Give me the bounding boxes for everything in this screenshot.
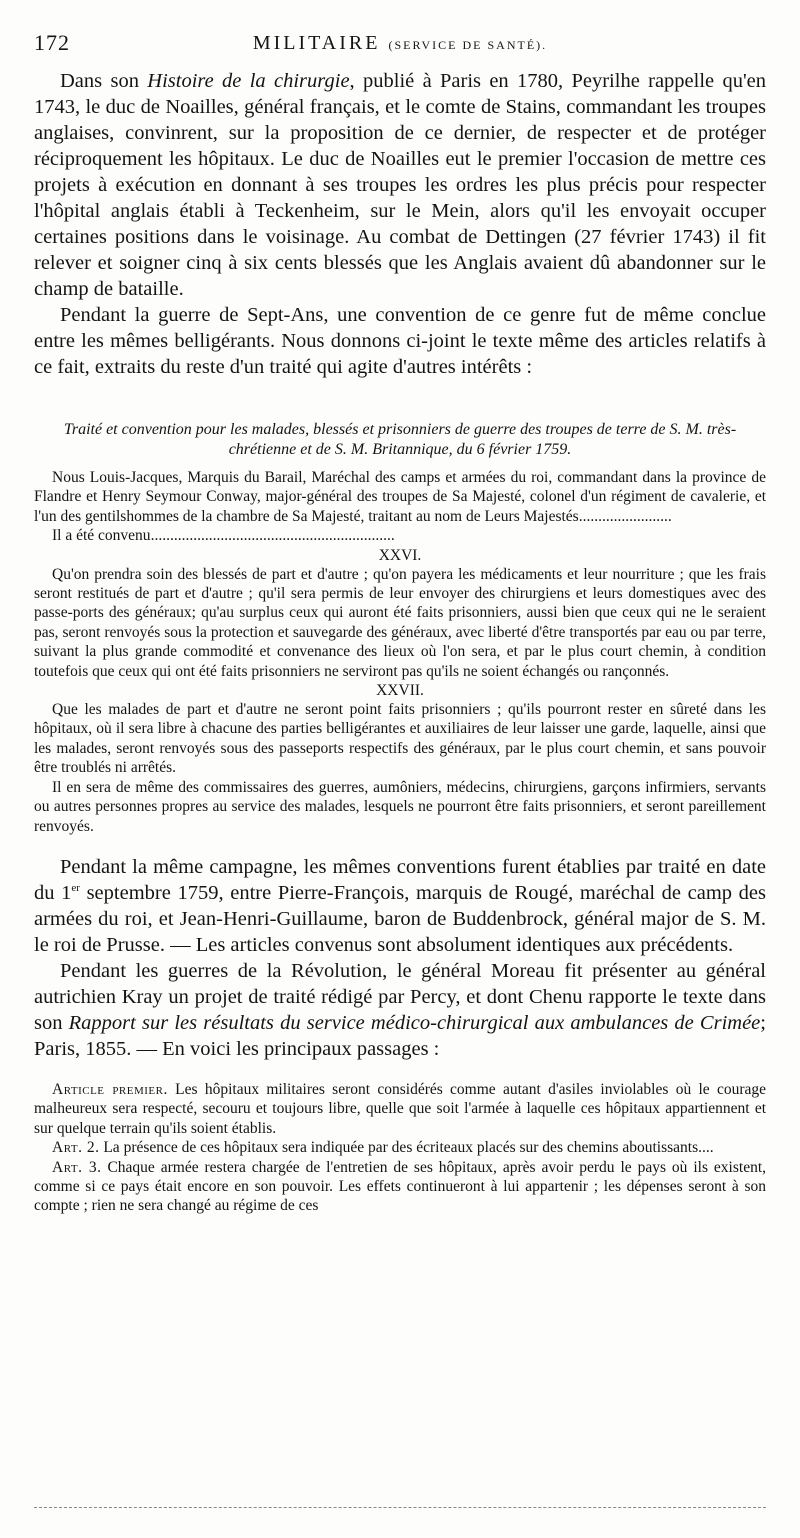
paragraph-peyrilhe <box>34 68 766 302</box>
leader-dots: ........................ <box>578 507 672 525</box>
article-label: Art. 2. <box>52 1139 100 1157</box>
running-title-main: MILITAIRE <box>252 32 381 54</box>
running-title-sub: (SERVICE DE SANTÉ). <box>388 38 548 52</box>
para1-text-b: , publié à Paris en 1780, Peyrilhe rappelle qu'en 1743, le duc de Noailles, général français, et le comte de Stains, commandant les troupes anglaises, convinrent, sur la proposition de ce dernier, de respecter et de protéger réciproquement les hôpitaux. Le duc de Noailles eut le premier l'occasion de mettre ces projets à exécution en donnant à ses troupes les ordres les plus précis pour respecter l'hôpital anglais établi à Teckenheim, sur le Mein, alors qu'il les envoyait occuper certaines positions dans le voisinage. Au combat de Dettingen (27 février 1743) il fit relever et soigner cinq à six cents blessés que les Anglais avaient dû abandonner sur le champ de bataille. <box>34 70 767 300</box>
running-header <box>34 30 766 56</box>
article-number-26: XXVI. <box>378 546 422 564</box>
paragraph-sept-ans: Pendant la guerre de Sept-Ans, une convention de ce genre fut de même conclue entre les mêmes belligérants. Nous donnons ci-joint le texte même des articles relatifs à ce fait, extraits du reste d'un traité qui agite d'autres intérêts : <box>34 304 766 378</box>
article-list <box>34 1080 766 1216</box>
article-text: Chaque armée restera chargée de l'entretien de ses hôpitaux, après avoir perdu le pays où ils existent, comme si ce pays était encore en son pouvoir. Les effets continueront à lui appartenir ; les dépenses seront à son compte ; rien ne sera changé au régime de ces <box>34 1158 767 1215</box>
article-label: Art. 3. <box>52 1158 102 1176</box>
paragraph-campagne <box>34 854 766 958</box>
article-item <box>34 1080 766 1138</box>
paragraph-revolution <box>34 958 766 1062</box>
article-number-27: XXVII. <box>376 682 424 700</box>
footer-divider <box>34 1507 766 1510</box>
treaty-convenu <box>34 526 766 545</box>
para3-text-b: septembre 1759, entre Pierre-François, marquis de Rougé, maréchal de camp des armées du roi, et Jean-Henri-Guillaume, baron de Buddenbrock, général major de S. M. le roi de Prusse. — Les articles convenus sont absolument identiques aux précédents. <box>34 881 766 956</box>
article-27-text-2: Il en sera de même des commissaires des guerres, aumôniers, médecins, chirurgiens, garçons infirmiers, servants ou autres personnes propres au service des malades, lesquels ne pourront être faits prisonniers, et seront pareillement renvoyés. <box>34 778 766 835</box>
treaty-title: Traité et convention pour les malades, blessés et prisonniers de guerre des troupes de terre de S. M. très-chrétienne et de S. M. Britannique, du 6 février 1759. <box>63 421 737 458</box>
convenu-text: Il a été convenu <box>52 527 151 545</box>
ordinal-superscript: er <box>71 882 80 895</box>
article-27-text: Que les malades de part et d'autre ne seront point faits prisonniers ; qu'ils pourront rester en sûreté dans les hôpitaux, où il sera libre à chacune des parties belligérantes et auxiliaires de leur laisser une garde, laquelle, ainsi que les malades, seront renvoyés sous des passeports respectifs des généraux, par le plus court chemin, et sans pouvoir être troublés ni arrêtés. <box>34 701 766 777</box>
article-text: La présence de ces hôpitaux sera indiquée par des écriteaux placés sur des chemins aboutissants.... <box>99 1139 714 1157</box>
book-page <box>34 30 766 1216</box>
para3-text-a: Pendant la même campagne, les mêmes conventions furent établies par traité en date du 1 <box>34 855 766 904</box>
book-title: Histoire de la chirurgie <box>147 70 350 92</box>
para4-text-b: ; Paris, 1855. — En voici les principaux passages : <box>34 1011 766 1060</box>
article-label: Article premier. <box>52 1080 168 1098</box>
article-26-text: Qu'on prendra soin des blessés de part et d'autre ; qu'on payera les médicaments et leur nourriture ; que les frais seront restitués de part et d'autre ; qu'il sera permis de leur envoyer des chirurgiens et leurs domestiques avec des passe-ports des généraux; qu'au surplus ceux qui auront été faits prisonniers, aussi bien que ceux qui ne le seraient pas, seront renvoyés sous la protection et sauvegarde des généraux, avec liberté d'être transportés par eau ou par terre, suivant la plus grande commodité et convenance des lieux où l'on sera, et par le plus court chemin, à condition toutefois que ceux qui ont été faits prisonniers ne serviront pas qu'ils ne soient échangés ou rançonnés. <box>34 565 766 680</box>
page-number: 172 <box>34 30 70 55</box>
treaty-intro-text: Nous Louis-Jacques, Marquis du Barail, Maréchal des camps et armées du roi, commandant dans la province de Flandre et Henry Seymour Conway, major-général des troupes de Sa Majesté, colonel d'un régiment de cavalerie, et l'un des gentilshommes de la chambre de Sa Majesté, traitant au nom de Leurs Majestés <box>34 469 766 525</box>
leader-dots: ............................................................... <box>150 527 395 545</box>
para1-text-a: Dans son <box>60 70 148 92</box>
treaty-intro <box>34 468 766 526</box>
article-item <box>34 1138 766 1157</box>
report-title: Rapport sur les résultats du service médico-chirurgical aux ambulances de Crimée <box>68 1011 761 1034</box>
running-title <box>34 32 766 55</box>
article-text: Les hôpitaux militaires seront considérés comme autant d'asiles inviolables où le courage malheureux sera respecté, secouru et toujours libre, quelle que soit l'armée à laquelle ces hôpitaux appartiennent et sur quelque terrain qu'ils soient établis. <box>34 1080 766 1137</box>
para4-text-a: Pendant les guerres de la Révolution, le général Moreau fit présenter au général autrichien Kray un projet de traité rédigé par Percy, et dont Chenu rapporte le texte dans son <box>34 959 766 1034</box>
article-item <box>34 1158 766 1216</box>
